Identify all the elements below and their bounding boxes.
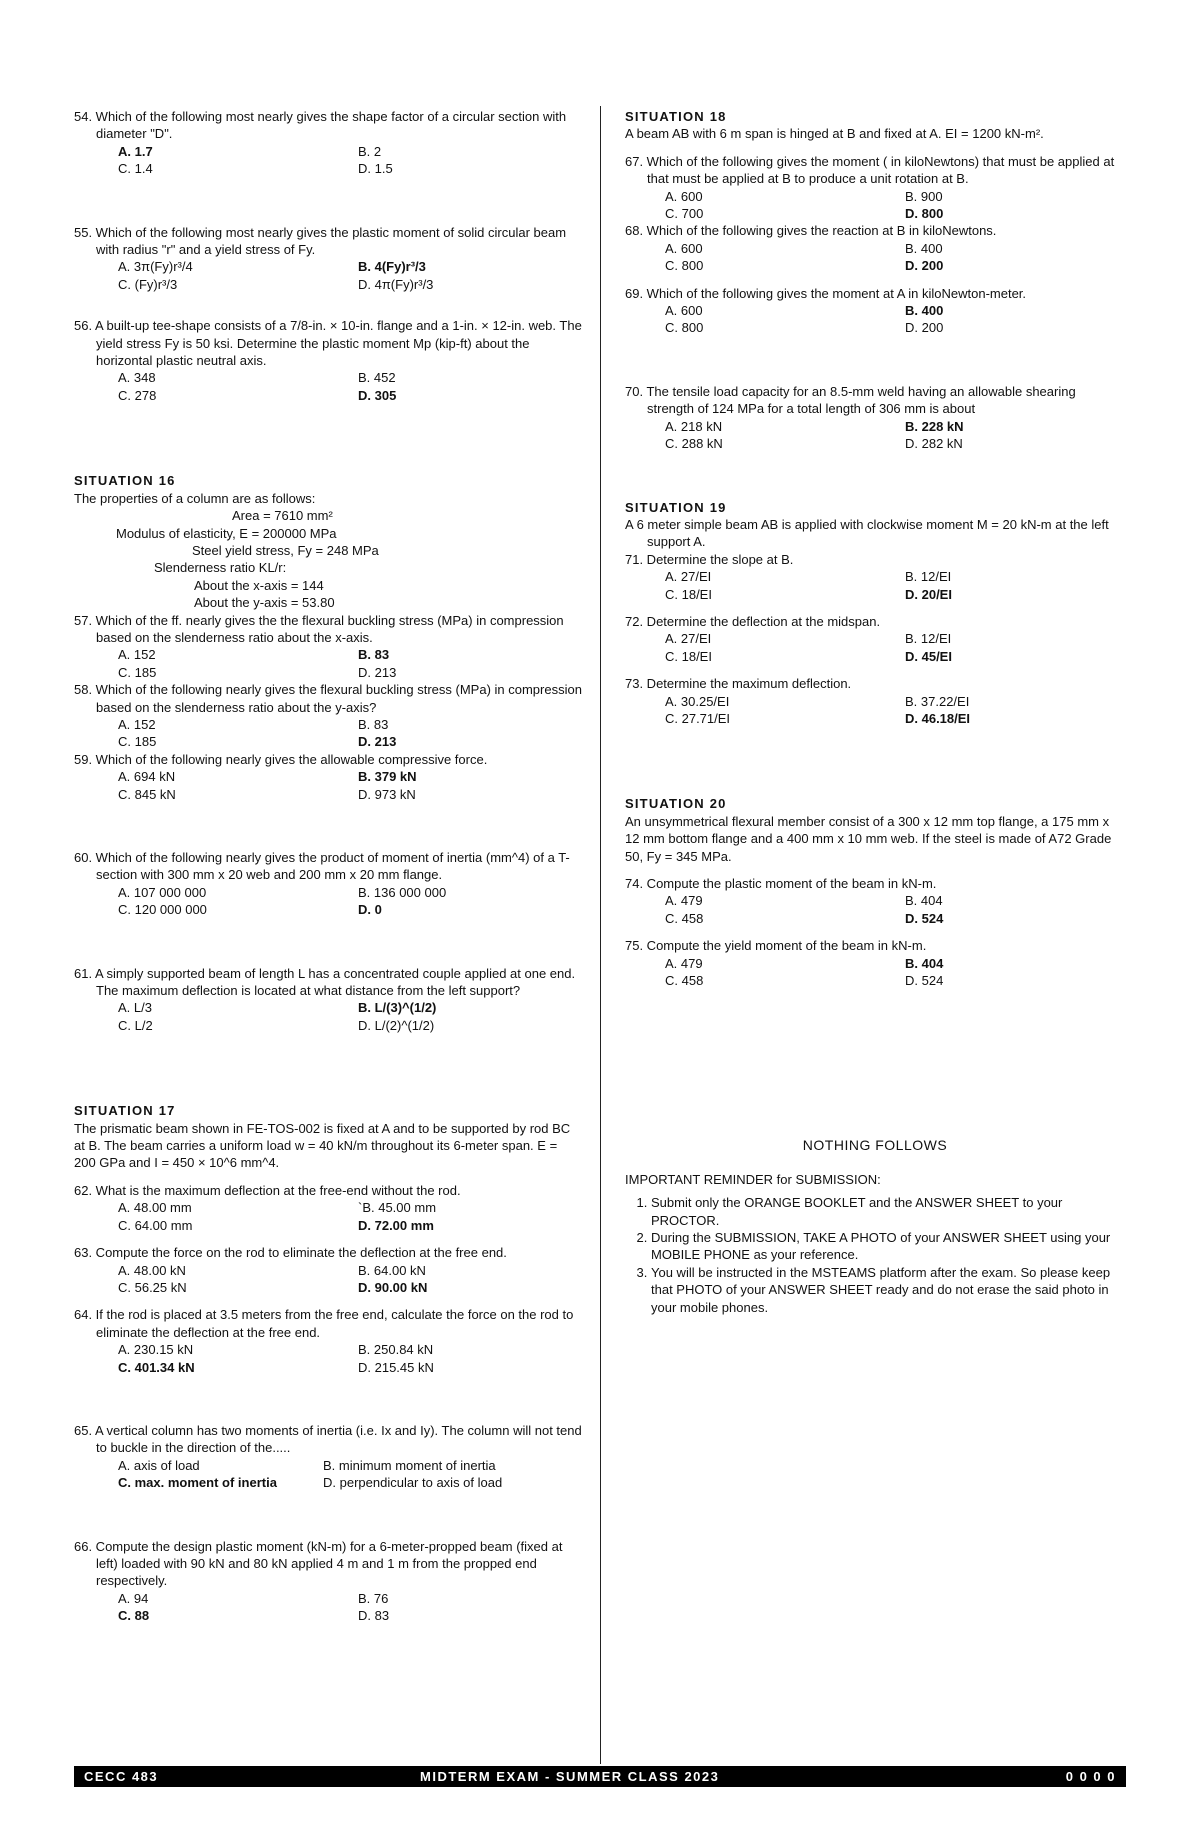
- question-stem: 55. Which of the following most nearly gives the plastic moment of solid circular beam with radius "r" and a yield stress of Fy.: [74, 224, 567, 258]
- option-d: D. 524: [905, 910, 944, 926]
- option-b: B. 400: [905, 303, 944, 319]
- question-stem: 62. What is the maximum deflection at the free-end without the rod.: [74, 1182, 461, 1198]
- option-d: D. 45/EI: [905, 648, 952, 664]
- option-a: A. 48.00 mm: [118, 1200, 192, 1216]
- option-b: B. 76: [358, 1590, 389, 1606]
- reminder-item: 2. During the SUBMISSION, TAKE A PHOTO of your ANSWER SHEET using your MOBILE PHONE as your reference.: [651, 1229, 1125, 1264]
- situation-18: [625, 108, 1125, 143]
- situation-text: An unsymmetrical flexural member consist of a 300 x 12 mm top flange, a 175 mm x 12 mm bottom flange and a 400 mm x 10 mm web. If the steel is made of A72 Grade 50, Fy = 345 MPa.: [625, 813, 1112, 864]
- option-b: B. 64.00 kN: [358, 1262, 426, 1278]
- option-c: C. 27.71/EI: [665, 710, 731, 726]
- question-stem: 66. Compute the design plastic moment (kN-m) for a 6-meter-propped beam (fixed at left) loaded with 90 kN and 80 kN applied 4 m and 1 m from the propped end respectively.: [74, 1538, 563, 1589]
- option-a: A. 348: [118, 370, 156, 386]
- question-stem: 68. Which of the following gives the reaction at B in kiloNewtons.: [625, 223, 997, 239]
- option-d: D. 213: [358, 664, 397, 680]
- option-b: B. 400: [905, 240, 943, 256]
- option-d: D. L/(2)^(1/2): [358, 1017, 435, 1033]
- option-a: A. 479: [665, 893, 703, 909]
- option-a: A. 27/EI: [665, 631, 712, 647]
- option-d: D. 1.5: [358, 161, 393, 177]
- situation-title: SITUATION 17: [74, 1103, 176, 1119]
- option-a: A. 694 kN: [118, 769, 176, 785]
- option-d: D. 973 kN: [358, 786, 416, 802]
- reminder-title: IMPORTANT REMINDER for SUBMISSION:: [625, 1171, 881, 1187]
- option-d: D. perpendicular to axis of load: [323, 1475, 503, 1491]
- option-b: B. 250.84 kN: [358, 1342, 434, 1358]
- option-c: C. (Fy)r³/3: [118, 276, 178, 292]
- situation-text: A beam AB with 6 m span is hinged at B and fixed at A. EI = 1200 kN-m².: [625, 126, 1044, 142]
- option-c: C. 120 000 000: [118, 902, 207, 918]
- option-a: A. 48.00 kN: [118, 1262, 186, 1278]
- question-stem: 69. Which of the following gives the moment at A in kiloNewton-meter.: [625, 285, 1027, 301]
- option-b: B. 136 000 000: [358, 884, 447, 900]
- option-d: D. 20/EI: [905, 586, 952, 602]
- option-d: D. 83: [358, 1608, 390, 1624]
- option-c: C. L/2: [118, 1017, 153, 1033]
- option-c: C. 800: [665, 258, 704, 274]
- question-stem: 72. Determine the deflection at the midspan.: [625, 613, 881, 629]
- option-c: C. 88: [118, 1608, 150, 1624]
- option-d: D. 305: [358, 387, 397, 403]
- question-73: [625, 675, 1125, 727]
- nothing-follows: NOTHING FOLLOWS: [802, 1137, 948, 1154]
- footer-code: 0 0 0 0: [1065, 1769, 1116, 1784]
- option-b: B. 83: [358, 716, 389, 732]
- question-63: [74, 1244, 582, 1296]
- option-a: A. 230.15 kN: [118, 1342, 194, 1358]
- question-70: [625, 383, 1125, 453]
- option-b: B. 900: [905, 188, 943, 204]
- question-stem: 56. A built-up tee-shape consists of a 7/8-in. × 10-in. flange and a 1-in. × 12-in. web. The yield stress Fy is 50 ksi. Determine the plastic moment Mp (kip-ft) about the horizontal plastic neutral axis.: [74, 318, 582, 369]
- option-b: B. 83: [358, 647, 390, 663]
- option-a: A. 218 kN: [665, 418, 723, 434]
- situation-19: [625, 499, 1125, 551]
- option-c: C. 288 kN: [665, 436, 723, 452]
- situation-16: [74, 472, 582, 611]
- question-67: [625, 153, 1125, 223]
- option-a: A. 600: [665, 188, 703, 204]
- option-c: C. 700: [665, 206, 704, 222]
- option-a: A. 152: [118, 647, 156, 663]
- option-c: C. 800: [665, 320, 704, 336]
- reminder-item: 1. Submit only the ORANGE BOOKLET and the ANSWER SHEET to your PROCTOR.: [651, 1194, 1125, 1229]
- option-d: D. 200: [905, 320, 944, 336]
- reminder-item: 3. You will be instructed in the MSTEAMS platform after the exam. So please keep that PHOTO of your ANSWER SHEET ready and do not erase the said photo in your mobile phones.: [651, 1264, 1125, 1316]
- option-b: B. 4(Fy)r³/3: [358, 259, 426, 275]
- option-d: D. 200: [905, 258, 944, 274]
- option-b: B. 452: [358, 370, 396, 386]
- question-68: [625, 222, 1125, 274]
- option-b: B. 37.22/EI: [905, 693, 970, 709]
- option-a: A. 94: [118, 1590, 149, 1606]
- situation-20: [625, 795, 1125, 865]
- question-stem: 74. Compute the plastic moment of the beam in kN-m.: [625, 876, 937, 891]
- prop-about-y: About the y-axis = 53.80: [194, 595, 335, 611]
- right-column: [625, 108, 1125, 1316]
- question-stem: 65. A vertical column has two moments of inertia (i.e. Ix and Iy). The column will not tend to buckle in the direction of the.....: [74, 1422, 582, 1456]
- footer-title: MIDTERM EXAM - SUMMER CLASS 2023: [420, 1769, 720, 1784]
- option-a: A. 600: [665, 240, 703, 256]
- option-b: B. 228 kN: [905, 418, 964, 434]
- option-b: B. L/(3)^(1/2): [358, 1000, 437, 1016]
- option-a: A. 107 000 000: [118, 884, 207, 900]
- question-60: [74, 849, 582, 919]
- option-c: C. 18/EI: [665, 648, 712, 664]
- option-a: A. 27/EI: [665, 569, 712, 585]
- situation-title: SITUATION 18: [625, 109, 727, 124]
- question-stem: 73. Determine the maximum deflection.: [625, 676, 852, 692]
- option-c: C. 64.00 mm: [118, 1217, 193, 1233]
- option-b: B. minimum moment of inertia: [323, 1457, 496, 1473]
- prop-area: Area = 7610 mm²: [232, 508, 333, 524]
- question-74: [625, 875, 1125, 927]
- option-c: C. 1.4: [118, 161, 153, 177]
- prop-yield: Steel yield stress, Fy = 248 MPa: [192, 542, 379, 558]
- footer-bar: [74, 1766, 1126, 1787]
- question-stem: 61. A simply supported beam of length L has a concentrated couple applied at one end. The maximum deflection is located at what distance from the left support?: [74, 965, 576, 999]
- question-stem: 54. Which of the following most nearly gives the shape factor of a circular section with diameter "D".: [74, 109, 567, 142]
- question-64: [74, 1306, 582, 1376]
- option-d: D. 282 kN: [905, 436, 963, 452]
- option-b: B. 12/EI: [905, 569, 952, 585]
- prop-slenderness: Slenderness ratio KL/r:: [154, 560, 287, 576]
- option-d: D. 72.00 mm: [358, 1217, 434, 1233]
- question-59: [74, 751, 582, 803]
- question-61: [74, 965, 582, 1035]
- option-d: D. 46.18/EI: [905, 710, 971, 726]
- situation-title: SITUATION 16: [74, 473, 176, 489]
- reminder: [625, 1171, 1125, 1316]
- question-66: [74, 1538, 582, 1625]
- option-c: C. 56.25 kN: [118, 1279, 187, 1295]
- option-c: C. 458: [665, 910, 704, 926]
- question-71: [625, 551, 1125, 603]
- option-b: B. 379 kN: [358, 769, 417, 785]
- question-stem: 59. Which of the following nearly gives the allowable compressive force.: [74, 751, 488, 767]
- option-b: B. 404: [905, 955, 944, 971]
- reminder-list: [625, 1194, 1125, 1316]
- question-62: [74, 1182, 582, 1234]
- question-56: [74, 317, 582, 404]
- option-c: C. 401.34 kN: [118, 1359, 195, 1375]
- situation-17: [74, 1102, 582, 1172]
- question-stem: 75. Compute the yield moment of the beam in kN-m.: [625, 938, 927, 954]
- prop-about-x: About the x-axis = 144: [194, 577, 324, 593]
- option-b: B. 12/EI: [905, 631, 952, 647]
- question-54: [74, 108, 582, 178]
- option-c: C. 18/EI: [665, 586, 712, 602]
- option-a: A. 479: [665, 955, 703, 971]
- question-57: [74, 612, 582, 682]
- option-c: C. max. moment of inertia: [118, 1475, 277, 1491]
- option-a: A. 3π(Fy)r³/4: [118, 259, 193, 275]
- question-stem: 64. If the rod is placed at 3.5 meters from the free end, calculate the force on the rod to eliminate the deflection at the free end.: [74, 1307, 574, 1340]
- option-b: `B. 45.00 mm: [358, 1200, 437, 1216]
- question-72: [625, 613, 1125, 665]
- question-stem: 67. Which of the following gives the moment ( in kiloNewtons) that must be applied at that must be applied at B to produce a unit rotation at B.: [625, 153, 1115, 187]
- option-b: B. 2: [358, 143, 382, 159]
- option-d: D. 0: [358, 902, 382, 918]
- option-c: C. 845 kN: [118, 786, 176, 802]
- question-55: [74, 224, 582, 294]
- option-d: D. 4π(Fy)r³/3: [358, 276, 434, 292]
- question-stem: 71. Determine the slope at B.: [625, 551, 794, 567]
- situation-title: SITUATION 19: [625, 499, 727, 515]
- question-stem: 58. Which of the following nearly gives the flexural buckling stress (MPa) in compression based on the slenderness ratio about the y-axis?: [74, 682, 582, 715]
- situation-intro: The properties of a column are as follows:: [74, 490, 316, 506]
- option-c: C. 185: [118, 664, 157, 680]
- question-75: [625, 937, 1125, 989]
- footer-course: CECC 483: [84, 1769, 159, 1784]
- option-b: B. 404: [905, 893, 943, 909]
- option-a: A. 1.7: [118, 143, 153, 159]
- column-divider: [600, 106, 601, 1764]
- option-a: A. 30.25/EI: [665, 693, 730, 709]
- option-a: A. 152: [118, 716, 156, 732]
- option-d: D. 800: [905, 206, 944, 222]
- option-a: A. 600: [665, 303, 703, 319]
- question-65: [74, 1422, 582, 1492]
- prop-modulus: Modulus of elasticity, E = 200000 MPa: [116, 525, 337, 541]
- situation-title: SITUATION 20: [625, 796, 727, 812]
- option-c: C. 278: [118, 387, 157, 403]
- question-stem: 57. Which of the ff. nearly gives the the flexural buckling stress (MPa) in compression based on the slenderness ratio about the x-axis.: [74, 612, 564, 645]
- option-c: C. 185: [118, 734, 157, 750]
- option-c: C. 458: [665, 973, 704, 989]
- option-d: D. 215.45 kN: [358, 1359, 434, 1375]
- situation-text: A 6 meter simple beam AB is applied with clockwise moment M = 20 kN-m at the left support A.: [625, 516, 1109, 550]
- left-column: [74, 108, 582, 1625]
- question-58: [74, 681, 582, 751]
- question-stem: 63. Compute the force on the rod to eliminate the deflection at the free end.: [74, 1245, 507, 1261]
- situation-text: The prismatic beam shown in FE-TOS-002 is fixed at A and to be supported by rod BC at B. The beam carries a uniform load w = 40 kN/m throughout its 6-meter span. E = 200 GPa and I = 450 × 10^6 mm^4.: [74, 1120, 571, 1171]
- question-69: [625, 285, 1125, 337]
- option-a: A. axis of load: [118, 1457, 200, 1473]
- question-stem: 60. Which of the following nearly gives the product of moment of inertia (mm^4) of a T-section with 300 mm x 20 web and 200 mm x 20 mm flange.: [74, 850, 570, 883]
- option-a: A. L/3: [118, 1000, 152, 1016]
- question-stem: 70. The tensile load capacity for an 8.5-mm weld having an allowable shearing strength of 124 MPa for a total length of 306 mm is about: [625, 383, 1076, 417]
- option-d: D. 524: [905, 973, 944, 989]
- option-d: D. 90.00 kN: [358, 1279, 428, 1295]
- option-d: D. 213: [358, 734, 397, 750]
